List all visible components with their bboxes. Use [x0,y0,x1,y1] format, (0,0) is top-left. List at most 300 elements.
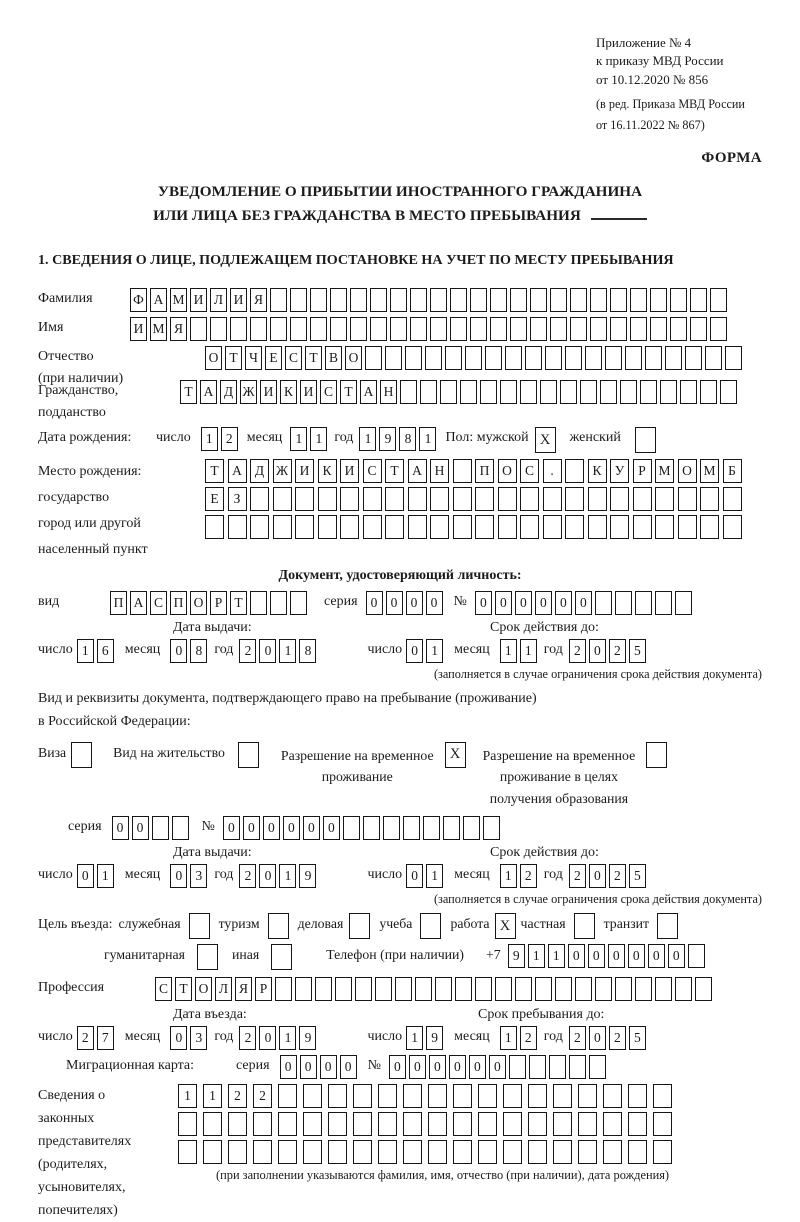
purpose-delovaya-checkbox[interactable] [349,913,370,939]
char-cell[interactable]: 1 [359,427,376,451]
char-cell[interactable] [350,317,367,341]
char-cell[interactable] [350,288,367,312]
char-cell[interactable] [408,515,427,539]
char-cell[interactable]: 0 [475,591,492,615]
char-cell[interactable]: Д [220,380,237,404]
char-cell[interactable] [490,288,507,312]
char-cell[interactable] [685,346,702,370]
char-cell[interactable]: С [520,459,539,483]
char-cell[interactable] [483,816,500,840]
char-cell[interactable]: Я [250,288,267,312]
char-cell[interactable] [640,380,657,404]
char-cell[interactable] [328,1140,347,1164]
char-cell[interactable]: 1 [77,639,94,663]
char-cell[interactable]: 1 [500,639,517,663]
char-cell[interactable] [355,977,372,1001]
char-cell[interactable] [578,1112,597,1136]
char-cell[interactable]: 0 [389,1055,406,1079]
char-cell[interactable]: 2 [520,1026,537,1050]
char-cell[interactable]: М [700,459,719,483]
char-cell[interactable]: Я [170,317,187,341]
char-cell[interactable] [428,1084,447,1108]
char-cell[interactable]: 0 [589,639,606,663]
char-cell[interactable]: Т [340,380,357,404]
char-cell[interactable] [403,816,420,840]
char-cell[interactable]: 0 [489,1055,506,1079]
char-cell[interactable]: 2 [569,639,586,663]
char-cell[interactable]: В [325,346,342,370]
char-cell[interactable] [603,1112,622,1136]
char-cell[interactable] [678,487,697,511]
char-cell[interactable]: О [190,591,207,615]
char-cell[interactable]: 1 [426,639,443,663]
char-cell[interactable]: 2 [253,1084,272,1108]
char-cell[interactable] [340,487,359,511]
char-cell[interactable]: 0 [469,1055,486,1079]
char-cell[interactable]: 2 [609,639,626,663]
char-cell[interactable] [565,346,582,370]
char-cell[interactable] [678,515,697,539]
char-cell[interactable] [528,1140,547,1164]
char-cell[interactable] [588,515,607,539]
char-cell[interactable]: 2 [569,864,586,888]
purpose-turizm-checkbox[interactable] [268,913,289,939]
char-cell[interactable] [390,317,407,341]
char-cell[interactable] [569,1055,586,1079]
char-cell[interactable]: П [170,591,187,615]
char-cell[interactable] [353,1084,372,1108]
char-cell[interactable] [453,1112,472,1136]
char-cell[interactable]: 0 [568,944,585,968]
char-cell[interactable] [690,317,707,341]
char-cell[interactable] [463,816,480,840]
char-cell[interactable] [318,515,337,539]
char-cell[interactable]: А [360,380,377,404]
char-cell[interactable] [553,1140,572,1164]
char-cell[interactable] [585,346,602,370]
char-cell[interactable] [520,487,539,511]
char-cell[interactable] [653,1084,672,1108]
purpose-gumanitarnaya-checkbox[interactable] [197,944,218,970]
char-cell[interactable] [588,487,607,511]
purpose-sluzhebnaya-checkbox[interactable] [189,913,210,939]
char-cell[interactable] [210,317,227,341]
char-cell[interactable] [603,1084,622,1108]
char-cell[interactable] [510,288,527,312]
char-cell[interactable] [250,515,269,539]
char-cell[interactable] [443,816,460,840]
char-cell[interactable] [343,816,360,840]
char-cell[interactable] [253,1140,272,1164]
char-cell[interactable]: 2 [239,864,256,888]
char-cell[interactable]: Ж [240,380,257,404]
char-cell[interactable]: И [190,288,207,312]
char-cell[interactable] [645,346,662,370]
char-cell[interactable]: 1 [290,427,307,451]
char-cell[interactable] [295,487,314,511]
char-cell[interactable] [275,977,292,1001]
char-cell[interactable]: 0 [406,591,423,615]
char-cell[interactable] [152,816,169,840]
char-cell[interactable]: 2 [520,864,537,888]
char-cell[interactable] [370,288,387,312]
char-cell[interactable] [653,1112,672,1136]
char-cell[interactable] [578,1140,597,1164]
purpose-ucheba-checkbox[interactable] [420,913,441,939]
char-cell[interactable] [410,317,427,341]
char-cell[interactable]: Т [230,591,247,615]
char-cell[interactable]: 0 [320,1055,337,1079]
char-cell[interactable] [203,1112,222,1136]
char-cell[interactable]: И [300,380,317,404]
char-cell[interactable]: 1 [203,1084,222,1108]
char-cell[interactable] [495,977,512,1001]
char-cell[interactable]: 1 [406,1026,423,1050]
char-cell[interactable] [378,1112,397,1136]
purpose-chastnaya-checkbox[interactable] [574,913,595,939]
char-cell[interactable] [553,1112,572,1136]
char-cell[interactable] [250,317,267,341]
char-cell[interactable] [340,515,359,539]
char-cell[interactable]: . [543,459,562,483]
char-cell[interactable]: К [588,459,607,483]
char-cell[interactable]: 0 [340,1055,357,1079]
char-cell[interactable] [230,317,247,341]
char-cell[interactable] [580,380,597,404]
char-cell[interactable] [509,1055,526,1079]
char-cell[interactable] [565,487,584,511]
char-cell[interactable] [395,977,412,1001]
char-cell[interactable] [178,1112,197,1136]
char-cell[interactable] [498,487,517,511]
char-cell[interactable] [408,487,427,511]
char-cell[interactable] [400,380,417,404]
char-cell[interactable]: Б [723,459,742,483]
char-cell[interactable]: Т [305,346,322,370]
char-cell[interactable] [610,288,627,312]
char-cell[interactable] [540,380,557,404]
char-cell[interactable]: Е [205,487,224,511]
char-cell[interactable]: Т [175,977,192,1001]
char-cell[interactable] [353,1112,372,1136]
char-cell[interactable]: С [320,380,337,404]
char-cell[interactable] [385,346,402,370]
char-cell[interactable]: З [228,487,247,511]
char-cell[interactable] [555,977,572,1001]
char-cell[interactable]: П [110,591,127,615]
char-cell[interactable] [625,346,642,370]
char-cell[interactable] [723,487,742,511]
char-cell[interactable] [385,487,404,511]
char-cell[interactable]: 2 [609,864,626,888]
char-cell[interactable] [610,487,629,511]
char-cell[interactable] [278,1140,297,1164]
char-cell[interactable]: М [150,317,167,341]
char-cell[interactable]: 1 [279,864,296,888]
char-cell[interactable]: 0 [406,639,423,663]
char-cell[interactable]: 0 [589,864,606,888]
char-cell[interactable] [720,380,737,404]
char-cell[interactable] [190,317,207,341]
char-cell[interactable] [695,977,712,1001]
char-cell[interactable] [603,1140,622,1164]
char-cell[interactable] [328,1084,347,1108]
char-cell[interactable] [303,1112,322,1136]
char-cell[interactable] [670,317,687,341]
char-cell[interactable] [228,1140,247,1164]
char-cell[interactable]: 1 [548,944,565,968]
char-cell[interactable] [650,317,667,341]
char-cell[interactable] [520,515,539,539]
char-cell[interactable]: Л [215,977,232,1001]
char-cell[interactable] [589,1055,606,1079]
char-cell[interactable]: 2 [221,427,238,451]
char-cell[interactable]: К [318,459,337,483]
char-cell[interactable]: 5 [629,864,646,888]
char-cell[interactable] [425,346,442,370]
char-cell[interactable] [315,977,332,1001]
char-cell[interactable]: 0 [280,1055,297,1079]
char-cell[interactable] [503,1084,522,1108]
char-cell[interactable] [525,346,542,370]
char-cell[interactable] [570,288,587,312]
char-cell[interactable] [435,977,452,1001]
char-cell[interactable]: 8 [399,427,416,451]
char-cell[interactable] [290,288,307,312]
char-cell[interactable]: 5 [629,1026,646,1050]
char-cell[interactable] [605,346,622,370]
char-cell[interactable] [595,591,612,615]
purpose-tranzit-checkbox[interactable] [657,913,678,939]
char-cell[interactable] [503,1112,522,1136]
char-cell[interactable] [403,1112,422,1136]
char-cell[interactable]: Т [385,459,404,483]
char-cell[interactable] [363,515,382,539]
char-cell[interactable] [725,346,742,370]
temp-residence-checkbox[interactable]: X [445,742,466,768]
char-cell[interactable]: А [408,459,427,483]
char-cell[interactable] [270,288,287,312]
char-cell[interactable]: С [363,459,382,483]
char-cell[interactable] [375,977,392,1001]
char-cell[interactable] [653,1140,672,1164]
char-cell[interactable]: Н [430,459,449,483]
char-cell[interactable]: О [205,346,222,370]
char-cell[interactable] [310,288,327,312]
char-cell[interactable] [680,380,697,404]
char-cell[interactable]: Р [210,591,227,615]
char-cell[interactable] [310,317,327,341]
char-cell[interactable]: 0 [608,944,625,968]
char-cell[interactable]: 1 [178,1084,197,1108]
char-cell[interactable]: 0 [449,1055,466,1079]
char-cell[interactable] [655,977,672,1001]
char-cell[interactable]: 2 [609,1026,626,1050]
char-cell[interactable] [670,288,687,312]
char-cell[interactable]: М [655,459,674,483]
char-cell[interactable] [610,317,627,341]
char-cell[interactable] [543,515,562,539]
char-cell[interactable] [295,515,314,539]
char-cell[interactable]: 0 [668,944,685,968]
char-cell[interactable] [700,515,719,539]
char-cell[interactable]: 3 [190,864,207,888]
char-cell[interactable] [453,515,472,539]
char-cell[interactable]: 0 [283,816,300,840]
char-cell[interactable] [710,288,727,312]
char-cell[interactable] [415,977,432,1001]
char-cell[interactable]: 0 [170,1026,187,1050]
char-cell[interactable]: А [200,380,217,404]
char-cell[interactable]: 0 [170,864,187,888]
char-cell[interactable] [475,515,494,539]
char-cell[interactable] [318,487,337,511]
char-cell[interactable] [578,1084,597,1108]
char-cell[interactable] [480,380,497,404]
char-cell[interactable]: 0 [323,816,340,840]
char-cell[interactable] [453,1140,472,1164]
char-cell[interactable]: 0 [409,1055,426,1079]
char-cell[interactable] [353,1140,372,1164]
char-cell[interactable] [628,1112,647,1136]
char-cell[interactable] [690,288,707,312]
char-cell[interactable]: 8 [190,639,207,663]
char-cell[interactable]: Т [205,459,224,483]
char-cell[interactable] [628,1140,647,1164]
char-cell[interactable] [295,977,312,1001]
char-cell[interactable]: 0 [589,1026,606,1050]
char-cell[interactable]: 0 [259,1026,276,1050]
char-cell[interactable]: Р [255,977,272,1001]
char-cell[interactable]: 9 [379,427,396,451]
char-cell[interactable] [500,380,517,404]
char-cell[interactable]: 2 [77,1026,94,1050]
char-cell[interactable]: 0 [132,816,149,840]
char-cell[interactable] [575,977,592,1001]
char-cell[interactable]: 9 [299,1026,316,1050]
char-cell[interactable]: 8 [299,639,316,663]
char-cell[interactable]: 0 [648,944,665,968]
char-cell[interactable] [475,487,494,511]
char-cell[interactable]: И [260,380,277,404]
char-cell[interactable] [549,1055,566,1079]
char-cell[interactable] [565,459,584,483]
char-cell[interactable] [228,515,247,539]
char-cell[interactable]: 0 [223,816,240,840]
char-cell[interactable]: 0 [366,591,383,615]
char-cell[interactable] [440,380,457,404]
char-cell[interactable] [420,380,437,404]
char-cell[interactable]: 5 [629,639,646,663]
char-cell[interactable]: Н [380,380,397,404]
char-cell[interactable] [228,1112,247,1136]
char-cell[interactable] [453,487,472,511]
char-cell[interactable] [635,591,652,615]
char-cell[interactable] [428,1112,447,1136]
char-cell[interactable] [630,317,647,341]
char-cell[interactable] [370,317,387,341]
char-cell[interactable] [520,380,537,404]
char-cell[interactable] [253,1112,272,1136]
char-cell[interactable]: М [170,288,187,312]
char-cell[interactable] [328,1112,347,1136]
char-cell[interactable] [378,1140,397,1164]
char-cell[interactable] [278,1112,297,1136]
char-cell[interactable] [570,317,587,341]
char-cell[interactable] [723,515,742,539]
char-cell[interactable] [330,288,347,312]
char-cell[interactable]: 1 [528,944,545,968]
purpose-rabota-checkbox[interactable]: X [495,913,516,939]
char-cell[interactable]: 0 [429,1055,446,1079]
char-cell[interactable]: 1 [426,864,443,888]
char-cell[interactable]: 0 [426,591,443,615]
char-cell[interactable] [620,380,637,404]
char-cell[interactable]: Д [250,459,269,483]
char-cell[interactable]: П [475,459,494,483]
char-cell[interactable] [365,346,382,370]
char-cell[interactable] [503,1140,522,1164]
char-cell[interactable]: 2 [239,639,256,663]
char-cell[interactable] [273,515,292,539]
char-cell[interactable] [273,487,292,511]
char-cell[interactable]: 0 [406,864,423,888]
char-cell[interactable]: 0 [243,816,260,840]
char-cell[interactable]: 0 [535,591,552,615]
char-cell[interactable] [655,515,674,539]
char-cell[interactable] [470,317,487,341]
char-cell[interactable]: 1 [500,1026,517,1050]
char-cell[interactable] [455,977,472,1001]
char-cell[interactable] [610,515,629,539]
char-cell[interactable]: 9 [299,864,316,888]
char-cell[interactable] [363,816,380,840]
char-cell[interactable] [550,288,567,312]
char-cell[interactable]: 0 [495,591,512,615]
char-cell[interactable] [430,515,449,539]
char-cell[interactable] [545,346,562,370]
char-cell[interactable] [675,591,692,615]
char-cell[interactable]: Ф [130,288,147,312]
char-cell[interactable] [270,317,287,341]
char-cell[interactable]: 2 [239,1026,256,1050]
char-cell[interactable] [590,317,607,341]
char-cell[interactable] [485,346,502,370]
char-cell[interactable]: С [155,977,172,1001]
char-cell[interactable]: 0 [112,816,129,840]
char-cell[interactable]: И [230,288,247,312]
char-cell[interactable]: 2 [228,1084,247,1108]
char-cell[interactable] [478,1140,497,1164]
char-cell[interactable]: Р [633,459,652,483]
char-cell[interactable] [303,1084,322,1108]
char-cell[interactable] [460,380,477,404]
char-cell[interactable] [303,1140,322,1164]
char-cell[interactable] [550,317,567,341]
residence-permit-checkbox[interactable] [238,742,259,768]
char-cell[interactable] [530,288,547,312]
char-cell[interactable] [600,380,617,404]
char-cell[interactable] [505,346,522,370]
char-cell[interactable] [478,1112,497,1136]
char-cell[interactable] [385,515,404,539]
char-cell[interactable]: 1 [201,427,218,451]
char-cell[interactable]: Е [265,346,282,370]
char-cell[interactable] [528,1112,547,1136]
char-cell[interactable] [450,288,467,312]
char-cell[interactable] [363,487,382,511]
char-cell[interactable]: Я [235,977,252,1001]
